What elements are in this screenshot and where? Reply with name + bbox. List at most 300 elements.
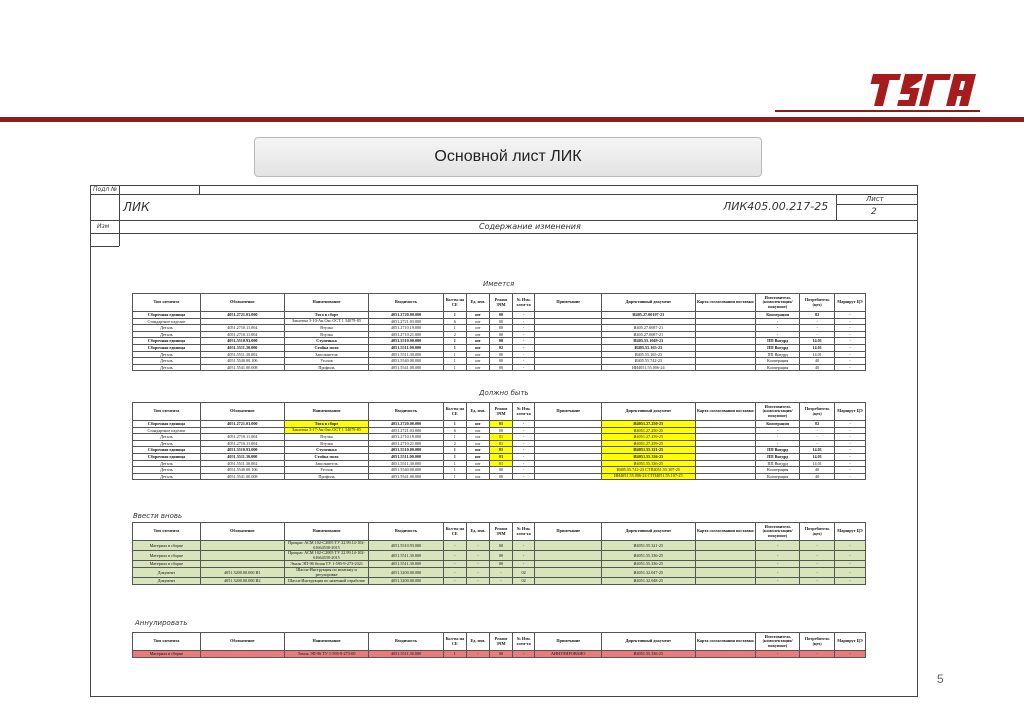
table-annul — [132, 632, 866, 658]
column-header: Директивный документ — [602, 523, 695, 541]
column-header: Потребитель (цех) — [800, 403, 835, 421]
table-cell: 4051.5511.30.000 — [369, 651, 444, 658]
table-cell: 4051.2710.11.004 — [200, 331, 284, 338]
table-cell: 4051.2710.21.000 — [369, 331, 444, 338]
column-header: Обозначение — [200, 294, 284, 312]
table-cell: Тяга в сборе — [284, 421, 368, 428]
column-header: Потребитель (цех) — [800, 523, 835, 541]
table-cell: Сборочная единица — [133, 447, 201, 454]
column-header: Директивный документ — [602, 294, 695, 312]
table-cell: 4051.3200.00.000 — [369, 567, 444, 577]
table-cell: Втулка — [284, 440, 368, 447]
table-cell: - — [466, 541, 490, 551]
table-cell: 82 — [800, 312, 835, 319]
table-cell: Ступенька — [284, 447, 368, 454]
table-cell: 1 — [444, 651, 467, 658]
table-cell: - — [756, 578, 800, 585]
table-cell: И4051.55.336-25 — [602, 561, 695, 568]
table-row — [133, 567, 866, 577]
table-cell: 4051.2721.03.000 — [200, 421, 284, 428]
frame-line — [199, 186, 200, 195]
column-header: Режим ЗЧМ — [490, 633, 513, 651]
table-cell: 1 — [444, 325, 467, 332]
table-cell: - — [835, 467, 866, 474]
table-cell: - — [835, 358, 866, 365]
table-cell: 1 — [444, 460, 467, 467]
table-cell: Втулка — [284, 331, 368, 338]
table-cell: - — [756, 325, 800, 332]
table-row — [133, 421, 866, 428]
table-cell: 4051.5510.93.000 — [369, 541, 444, 551]
table-cell: 1 — [444, 364, 467, 371]
table-cell: Деталь — [133, 325, 201, 332]
table-cell: Уголок — [284, 358, 368, 365]
column-header: Карта согласования поставки — [695, 633, 756, 651]
table-cell — [695, 331, 756, 338]
table-cell: Кооперация — [756, 364, 800, 371]
table-cell: 02 — [490, 344, 513, 351]
table-cell: 1 — [444, 312, 467, 319]
table-cell: И405.55.742-23 — [602, 358, 695, 365]
table-row — [133, 460, 866, 467]
table-cell: - — [835, 578, 866, 585]
table-cell: 01 — [490, 434, 513, 441]
column-header: Наименование — [284, 523, 368, 541]
table-cell: 4051.2721.03.000 — [369, 318, 444, 325]
column-header: № Изм. элем-та — [512, 403, 535, 421]
table-cell: - — [835, 338, 866, 345]
table-cell: - — [835, 551, 866, 561]
table-cell: - — [835, 453, 866, 460]
table-cell — [695, 358, 756, 365]
table-cell: И4051.27.259-25 — [602, 440, 695, 447]
table-cell — [695, 473, 756, 480]
table-cell — [535, 567, 602, 577]
table-cell — [695, 427, 756, 434]
table-cell: - — [800, 561, 835, 568]
table-cell: шт — [466, 318, 490, 325]
table-cell — [695, 447, 756, 454]
column-header: № Изм. элем-та — [512, 294, 535, 312]
table-cell: И4051.32.047-25 — [602, 567, 695, 577]
table-cell: 1 — [444, 421, 467, 428]
table-cell: Деталь — [133, 473, 201, 480]
column-header: Изготовитель (комплектация/ покупное) — [756, 294, 800, 312]
table-cell: 4051.2720.00.000 — [369, 421, 444, 428]
table-cell: Ступенька — [284, 338, 368, 345]
table-cell: 4051.2721.03.000 — [200, 312, 284, 319]
doc-type: ЛИК — [123, 200, 150, 214]
table-cell: - — [800, 325, 835, 332]
table-cell: ПП Внедрд — [756, 460, 800, 467]
table-cell: Тяга в сборе — [284, 312, 368, 319]
table-cell: - — [512, 473, 535, 480]
table-cell: 4051.2710.19.000 — [369, 434, 444, 441]
table-cell: 1 — [444, 358, 467, 365]
table-cell: - — [835, 460, 866, 467]
table-cell: - — [512, 364, 535, 371]
table-cell — [535, 541, 602, 551]
column-header: Обозначение — [200, 403, 284, 421]
table-cell: шт — [466, 331, 490, 338]
table-cell: И405.27.0087-21 — [602, 325, 695, 332]
table-cell — [695, 453, 756, 460]
table-cell: Деталь — [133, 467, 201, 474]
table-cell: 00 — [490, 541, 513, 551]
table-cell: - — [512, 344, 535, 351]
table-cell: И405.55.165-23 — [602, 344, 695, 351]
table-cell — [535, 344, 602, 351]
table-cell: Кооперация — [756, 358, 800, 365]
column-header: Ед. изм. — [466, 294, 490, 312]
table-cell — [535, 561, 602, 568]
table-cell: - — [512, 551, 535, 561]
column-header: Изготовитель (комплектация/ покупное) — [756, 633, 800, 651]
table-cell: - — [512, 338, 535, 345]
table-cell — [535, 338, 602, 345]
table-cell: 00 — [490, 473, 513, 480]
table-row — [133, 325, 866, 332]
table-row — [133, 561, 866, 568]
table-cell: 00 — [490, 331, 513, 338]
table-cell: шт — [466, 427, 490, 434]
table-row — [133, 364, 866, 371]
table-cell: Документ — [133, 578, 201, 585]
izm-label: Изм — [97, 223, 110, 230]
table-cell: 00 — [490, 318, 513, 325]
table-cell: 4051.5510.00.000 — [369, 338, 444, 345]
table-cell: Заполнитель — [284, 351, 368, 358]
table-cell: Деталь — [133, 434, 201, 441]
table-has — [132, 293, 866, 371]
table-cell: 14.01 — [800, 338, 835, 345]
table-cell: 1 — [444, 434, 467, 441]
table-cell: Кооперация — [756, 467, 800, 474]
table-cell: 01 — [490, 460, 513, 467]
table-cell: шт — [466, 351, 490, 358]
column-header: Примечание — [535, 294, 602, 312]
table-cell — [535, 434, 602, 441]
column-header: Тип элемента — [133, 403, 201, 421]
table-cell: - — [756, 541, 800, 551]
column-header: Кол-во на СЕ — [444, 523, 467, 541]
table-cell: 4051.5540.00.000 — [369, 358, 444, 365]
table-cell: Стандартное изделие — [133, 318, 201, 325]
table-cell: 40 — [800, 364, 835, 371]
table-cell: Деталь — [133, 358, 201, 365]
table-cell: - — [466, 561, 490, 568]
table-cell: - — [756, 434, 800, 441]
table-cell: - — [512, 541, 535, 551]
table-row — [133, 318, 866, 325]
table-cell: Шасси-Инструкция по монтажу и регулировке — [284, 567, 368, 577]
table-row — [133, 453, 866, 460]
table-cell: 1 — [444, 344, 467, 351]
table-cell — [535, 453, 602, 460]
table-cell: - — [835, 364, 866, 371]
column-header: Маршрут ЦЭ — [835, 294, 866, 312]
column-header: Потребитель (цех) — [800, 633, 835, 651]
table-cell: Шасси-Инструкция по наземной отработке — [284, 578, 368, 585]
column-header: Директивный документ — [602, 633, 695, 651]
column-header: Кол-во на СЕ — [444, 633, 467, 651]
column-header: Входимость — [369, 294, 444, 312]
table-cell: - — [835, 440, 866, 447]
table-cell: - — [512, 467, 535, 474]
table-cell: 4051.3200.00.000 И1 — [200, 567, 284, 577]
table-cell: Сборочная единица — [133, 338, 201, 345]
table-row — [133, 312, 866, 319]
table-cell: 00 — [490, 351, 513, 358]
table-cell — [535, 351, 602, 358]
table-cell: 4051.2710.11.004 — [200, 325, 284, 332]
table-cell: Кооперация — [756, 312, 800, 319]
frame-line — [91, 233, 917, 234]
table-cell: - — [835, 421, 866, 428]
table-cell: И4051.27.250-25 — [602, 427, 695, 434]
table-cell — [535, 447, 602, 454]
table-cell: - — [835, 344, 866, 351]
table-cell: Эмаль ЭП-96 белая ТУ 1-595-9-273-2021 — [284, 561, 368, 568]
table-cell — [535, 325, 602, 332]
column-header: Примечание — [535, 523, 602, 541]
table-cell: - — [444, 578, 467, 585]
table-cell: 40 — [800, 467, 835, 474]
table-cell: - — [512, 421, 535, 428]
table-cell: Стойка поля — [284, 453, 368, 460]
table-cell: - — [512, 312, 535, 319]
table-cell: - — [756, 567, 800, 577]
table-cell: 4051.5541.00.008 — [200, 364, 284, 371]
table-cell: 1 — [444, 467, 467, 474]
table-cell — [695, 567, 756, 577]
table-cell — [695, 440, 756, 447]
table-cell: - — [835, 561, 866, 568]
table-cell: 82 — [800, 421, 835, 428]
table-cell: - — [835, 651, 866, 658]
section-title-has: Имеется — [483, 280, 515, 288]
doc-number: ЛИК405.00.217-25 — [723, 200, 829, 213]
table-cell: 4051.3200.00.000 И2 — [200, 578, 284, 585]
table-cell — [200, 561, 284, 568]
column-header: Изготовитель (комплектация/ покупное) — [756, 403, 800, 421]
table-cell: - — [466, 551, 490, 561]
table-cell: - — [444, 551, 467, 561]
table-row — [133, 351, 866, 358]
table-cell: ПП Внедрд — [756, 351, 800, 358]
table-cell: 4051.2710.11.004 — [200, 434, 284, 441]
sheet-number: 2 — [871, 207, 877, 217]
column-header: Режим ЗЧМ — [490, 523, 513, 541]
table-cell: Документ — [133, 567, 201, 577]
section-title-should: Должно быть — [479, 389, 529, 397]
table-cell: шт — [466, 473, 490, 480]
table-cell — [695, 561, 756, 568]
table-cell: - — [512, 440, 535, 447]
table-cell: 40 — [800, 473, 835, 480]
table-cell: Профиль — [284, 364, 368, 371]
table-cell: 00 — [490, 364, 513, 371]
table-cell: И4051.55.321-25 — [602, 447, 695, 454]
table-row — [133, 338, 866, 345]
table-cell: 4051.3200.00.000 — [369, 578, 444, 585]
table-cell: шт — [466, 447, 490, 454]
table-cell: - — [444, 541, 467, 551]
table-cell: - — [756, 427, 800, 434]
column-header: Входимость — [369, 523, 444, 541]
column-header: Карта согласования поставки — [695, 294, 756, 312]
table-cell: - — [512, 434, 535, 441]
table-cell: И4051.55.336-25 — [602, 453, 695, 460]
table-cell — [200, 541, 284, 551]
column-header: Карта согласования поставки — [695, 523, 756, 541]
table-cell: - — [756, 331, 800, 338]
table-cell: Деталь — [133, 331, 201, 338]
column-header: Режим ЗЧМ — [490, 403, 513, 421]
table-cell: - — [835, 312, 866, 319]
table-cell: 2 — [444, 440, 467, 447]
table-cell: - — [756, 561, 800, 568]
table-cell: - — [466, 567, 490, 577]
table-cell: - — [512, 358, 535, 365]
frame-line — [836, 194, 837, 220]
table-cell — [535, 312, 602, 319]
table-cell: - — [800, 318, 835, 325]
table-cell — [535, 460, 602, 467]
column-header: Потребитель (цех) — [800, 294, 835, 312]
table-cell: И4051.27.250-25 — [602, 421, 695, 428]
column-header: Обозначение — [200, 633, 284, 651]
table-row — [133, 651, 866, 658]
table-cell: 4051.5511.30.000 — [200, 453, 284, 460]
table-cell: - — [466, 578, 490, 585]
table-cell: 4051.2721.03.000 — [369, 427, 444, 434]
table-cell: 4051.5511.30.000 — [369, 351, 444, 358]
table-cell: шт — [466, 421, 490, 428]
table-row — [133, 541, 866, 551]
table-cell: 14.01 — [800, 447, 835, 454]
table-cell: 01 — [490, 440, 513, 447]
table-cell: 4051.5511.30.000 — [369, 561, 444, 568]
column-header: Обозначение — [200, 523, 284, 541]
table-cell: И405.55.1049-23 — [602, 338, 695, 345]
table-cell: - — [835, 541, 866, 551]
table-cell: - — [835, 473, 866, 480]
frame-line — [91, 220, 917, 221]
table-row — [133, 467, 866, 474]
table-cell: 4051.5511.30.000 — [200, 344, 284, 351]
table-cell: Кооперация — [756, 421, 800, 428]
table-cell: 1 — [444, 473, 467, 480]
table-cell: - — [512, 318, 535, 325]
table-cell — [695, 325, 756, 332]
table-cell: Кооперация — [756, 473, 800, 480]
table-cell: - — [512, 460, 535, 467]
table-cell: 14.01 — [800, 344, 835, 351]
table-cell: 4051.2710.21.000 — [369, 440, 444, 447]
table-cell — [200, 318, 284, 325]
table-cell: ПП Внедрд — [756, 338, 800, 345]
table-cell: - — [756, 651, 800, 658]
table-cell: Профиль — [284, 473, 368, 480]
table-cell: 02 — [512, 578, 535, 585]
table-cell: - — [835, 567, 866, 577]
section-title-annul: Аннулировать — [135, 619, 188, 627]
header-red-bar — [0, 117, 1024, 122]
table-row — [133, 447, 866, 454]
column-header: Изготовитель (комплектация/ покупное) — [756, 523, 800, 541]
table-cell: И405.27.0087-21 — [602, 331, 695, 338]
table-cell: Эмаль ЭП-96 ТУ 1-595-9-273-00 — [284, 651, 368, 658]
table-cell — [695, 651, 756, 658]
table-cell: - — [512, 651, 535, 658]
table-cell: 00 — [490, 551, 513, 561]
table-cell: шт — [466, 467, 490, 474]
table-cell: - — [835, 427, 866, 434]
table-cell: шт — [466, 338, 490, 345]
table-cell: - — [800, 651, 835, 658]
table-cell — [695, 578, 756, 585]
table-cell: 1 — [444, 338, 467, 345]
table-cell: - — [800, 331, 835, 338]
table-cell: И4051.55.336-25 — [602, 651, 695, 658]
table-cell: - — [444, 561, 467, 568]
table-row — [133, 551, 866, 561]
slide-title-text: Основной лист ЛИК — [434, 148, 582, 165]
table-cell: И405.55.165-23 — [602, 351, 695, 358]
column-header: Ед. изм. — [466, 403, 490, 421]
table-cell: - — [512, 453, 535, 460]
table-cell: Материал в сборке — [133, 561, 201, 568]
table-cell — [695, 364, 756, 371]
column-header: Ед. изм. — [466, 633, 490, 651]
table-cell: И4051.32.048-25 — [602, 578, 695, 585]
table-cell: - — [835, 318, 866, 325]
table-cell: шт — [466, 460, 490, 467]
table-cell: ИИ4051.55.006-24 СТП4051.55.107-25 — [602, 473, 695, 480]
column-header: Входимость — [369, 633, 444, 651]
table-cell: Заполнитель — [284, 460, 368, 467]
table-cell: - — [835, 325, 866, 332]
table-cell: - — [490, 567, 513, 577]
column-header: Кол-во на СЕ — [444, 403, 467, 421]
table-cell: 00 — [490, 561, 513, 568]
table-cell: - — [835, 447, 866, 454]
table-row — [133, 331, 866, 338]
table-cell: 00 — [490, 427, 513, 434]
table-cell: 4051.5511.30.000 — [369, 551, 444, 561]
column-header: Тип элемента — [133, 294, 201, 312]
frame-line — [91, 246, 119, 247]
table-cell — [695, 467, 756, 474]
table-cell: Сборочная единица — [133, 421, 201, 428]
table-cell: - — [835, 331, 866, 338]
table-cell: - — [800, 567, 835, 577]
table-cell — [695, 421, 756, 428]
table-cell: - — [800, 434, 835, 441]
table-cell — [695, 351, 756, 358]
table-cell: 01 — [490, 447, 513, 454]
column-header: Маршрут ЦЭ — [835, 633, 866, 651]
table-cell: АННУЛИРОВАНО — [535, 651, 602, 658]
table-cell — [535, 427, 602, 434]
table-cell: 4051.5511.30.002 — [200, 460, 284, 467]
table-cell: 4051.2720.00.000 — [369, 312, 444, 319]
table-cell: 14.01 — [800, 351, 835, 358]
table-cell: 00 — [490, 325, 513, 332]
podl-label: Подл № — [93, 186, 118, 193]
column-header: № Изм. элем-та — [512, 523, 535, 541]
